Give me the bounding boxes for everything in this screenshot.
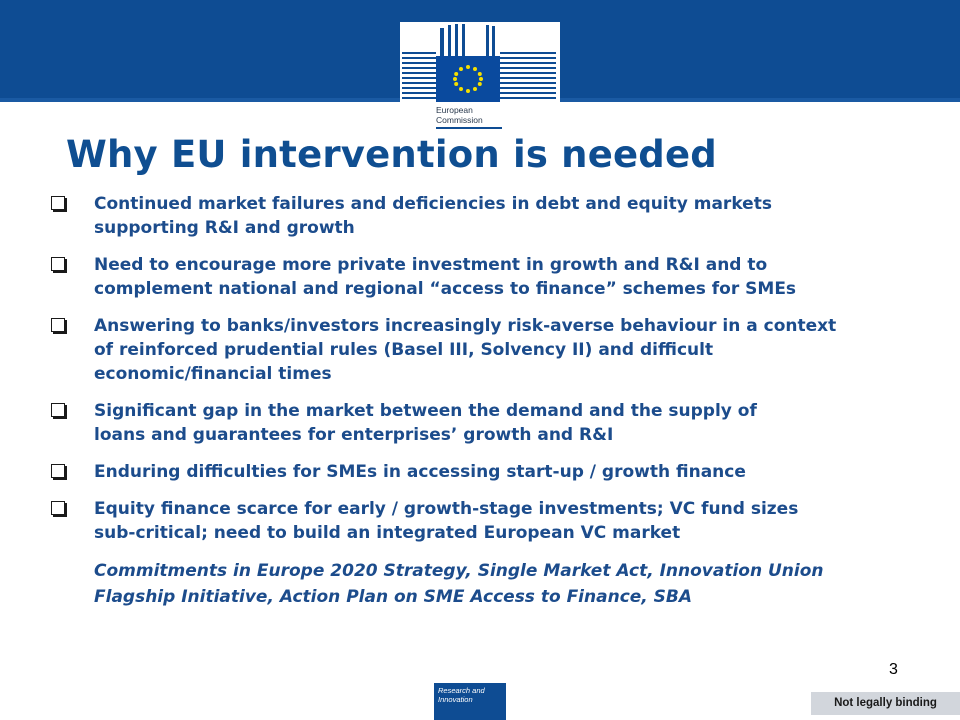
- slide-title: Why EU intervention is needed: [66, 133, 717, 176]
- page-number: 3: [889, 661, 898, 678]
- bullet-text: Need to encourage more private investment in growth and R&I and to complement national and regional “access to finance” schemes for SMEs: [94, 255, 797, 299]
- bullet-item: [46, 497, 926, 545]
- logo-caption: [436, 105, 483, 125]
- bullet-item: [46, 399, 926, 447]
- bullet-item: [46, 192, 926, 240]
- research-innovation-label: [438, 686, 485, 704]
- commitments-note: Commitments in Europe 2020 Strategy, Single Market Act, Innovation Union Flagship Initiative, Action Plan on SME Access to Finance, SBA: [94, 561, 824, 607]
- bullet-text: Answering to banks/investors increasingly risk-averse behaviour in a context of reinforced prudential rules (Basel III, Solvency II) and difficult economic/financial times: [94, 316, 837, 384]
- research-line-1: Research and: [438, 686, 485, 695]
- checkbox-icon: [51, 501, 65, 515]
- checkbox-icon: [51, 257, 65, 271]
- eu-flag-icon: [400, 22, 560, 104]
- logo-line-2: Commission: [436, 115, 483, 125]
- bullet-item: [46, 460, 926, 484]
- bullet-text: Enduring difficulties for SMEs in accessing start-up / growth finance: [94, 462, 746, 482]
- bullet-item: [46, 253, 926, 301]
- logo-underline: [436, 127, 502, 129]
- not-legally-binding-label: Not legally binding: [811, 692, 960, 715]
- checkbox-icon: [51, 196, 65, 210]
- bullet-list: [46, 192, 926, 610]
- checkbox-icon: [51, 464, 65, 478]
- bullet-text: Significant gap in the market between the demand and the supply of loans and guarantees for enterprises’ growth and R&I: [94, 401, 757, 445]
- checkbox-icon: [51, 318, 65, 332]
- research-innovation-badge: [434, 683, 506, 720]
- european-commission-logo: [400, 22, 560, 134]
- bullet-item: [46, 314, 926, 386]
- bullet-text: Equity finance scarce for early / growth-stage investments; VC fund sizes sub-critical; need to build an integrated European VC market: [94, 499, 799, 543]
- checkbox-icon: [51, 403, 65, 417]
- bullet-text: Continued market failures and deficiencies in debt and equity markets supporting R&I and growth: [94, 194, 772, 238]
- logo-line-1: European: [436, 105, 473, 115]
- research-line-2: Innovation: [438, 695, 473, 704]
